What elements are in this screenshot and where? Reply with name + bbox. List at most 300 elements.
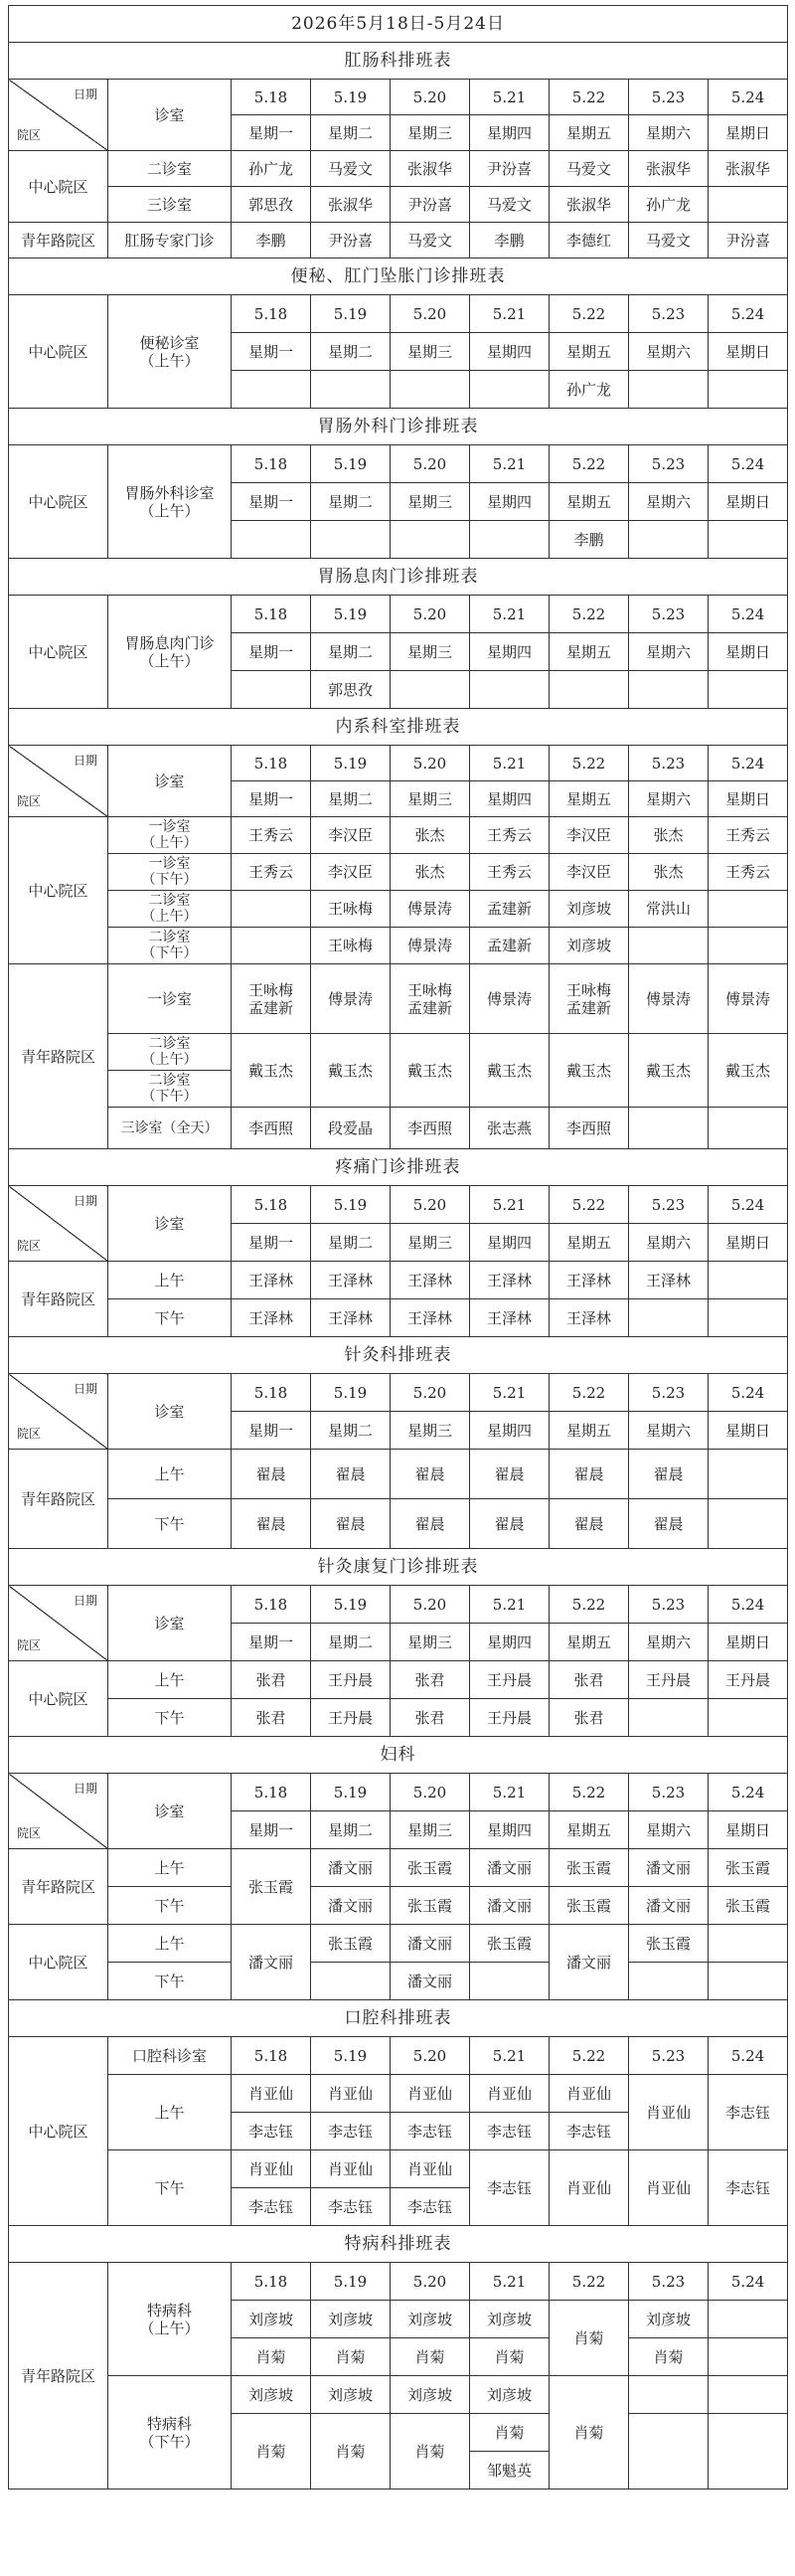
doctor-cell: 翟晨 xyxy=(232,1499,311,1549)
doctor-cell: 傅景涛 xyxy=(391,891,470,928)
period-cell: 下午 xyxy=(108,1699,232,1737)
doctor-cell: 王秀云 xyxy=(470,817,550,854)
doctor-cell: 王泽林 xyxy=(629,1262,709,1299)
date-cell: 5.18 xyxy=(232,1586,311,1624)
date-cell: 5.21 xyxy=(470,295,550,333)
weekday-cell: 星期四 xyxy=(470,781,550,817)
doctor-cell: 李志钰 xyxy=(550,2113,629,2150)
date-cell: 5.20 xyxy=(391,1586,470,1624)
doctor-cell: 王泽林 xyxy=(391,1299,470,1337)
weekday-cell: 星期六 xyxy=(629,781,709,817)
period-cell: 上午 xyxy=(108,1262,232,1299)
date-cell: 5.24 xyxy=(709,2037,788,2075)
weekday-cell: 星期五 xyxy=(550,333,629,371)
doctor-cell xyxy=(709,1499,788,1549)
doctor-cell: 张君 xyxy=(391,1661,470,1699)
doctor-cell: 张君 xyxy=(550,1661,629,1699)
room-cell: 二诊室 （上午） xyxy=(108,1034,232,1071)
header-corner xyxy=(9,1374,108,1450)
date-cell: 5.19 xyxy=(311,295,391,333)
section-title: 便秘、肛门坠胀门诊排班表 xyxy=(9,258,788,295)
weekday-cell: 星期日 xyxy=(709,1224,788,1262)
date-cell: 5.21 xyxy=(470,596,550,633)
date-cell: 5.24 xyxy=(709,445,788,483)
date-cell: 5.23 xyxy=(629,1586,709,1624)
date-cell: 5.21 xyxy=(470,445,550,483)
weekday-cell: 星期五 xyxy=(550,633,629,671)
doctor-cell: 肖亚仙 xyxy=(391,2150,470,2188)
weekday-cell: 星期日 xyxy=(709,633,788,671)
date-cell: 5.23 xyxy=(629,746,709,781)
doctor-cell: 刘彦坡 xyxy=(470,2376,550,2414)
doctor-cell: 戴玉杰 xyxy=(391,1034,470,1108)
doctor-cell: 王泽林 xyxy=(391,1262,470,1299)
doctor-cell: 李汉臣 xyxy=(311,854,391,891)
date-cell: 5.20 xyxy=(391,445,470,483)
weekday-cell: 星期日 xyxy=(709,333,788,371)
doctor-cell: 肖亚仙 xyxy=(232,2075,311,2113)
date-cell: 5.24 xyxy=(709,1186,788,1224)
area-cell: 青年路院区 xyxy=(9,2263,108,2490)
doctor-cell: 翟晨 xyxy=(470,1499,550,1549)
doctor-cell: 李汉臣 xyxy=(311,817,391,854)
section-title: 内系科室排班表 xyxy=(9,709,788,746)
doctor-cell: 马爱文 xyxy=(311,151,391,187)
doctor-cell: 王咏梅 xyxy=(311,928,391,964)
date-cell: 5.21 xyxy=(470,2263,550,2301)
weekday-cell: 星期六 xyxy=(629,633,709,671)
doctor-cell: 李鹏 xyxy=(550,521,629,559)
doctor-cell xyxy=(709,1699,788,1737)
doctor-cell xyxy=(629,1108,709,1149)
clinic-header: 诊室 xyxy=(108,80,232,151)
doctor-cell: 戴玉杰 xyxy=(629,1034,709,1108)
doctor-cell: 翟晨 xyxy=(629,1499,709,1549)
doctor-cell: 潘文丽 xyxy=(550,1925,629,2000)
area-header: 院区 xyxy=(17,794,42,808)
doctor-cell xyxy=(629,2376,709,2414)
doctor-cell: 王丹晨 xyxy=(311,1699,391,1737)
area-header: 院区 xyxy=(17,128,42,142)
doctor-cell xyxy=(311,371,391,409)
doctor-cell: 王秀云 xyxy=(232,817,311,854)
date-cell: 5.24 xyxy=(709,80,788,115)
doctor-cell: 肖菊 xyxy=(550,2376,629,2490)
doctor-cell xyxy=(709,1108,788,1149)
date-cell: 5.24 xyxy=(709,746,788,781)
doctor-cell: 戴玉杰 xyxy=(470,1034,550,1108)
date-cell: 5.22 xyxy=(550,445,629,483)
doctor-cell: 翟晨 xyxy=(550,1450,629,1499)
date-header: 日期 xyxy=(73,1194,97,1208)
weekday-cell: 星期二 xyxy=(311,333,391,371)
date-cell: 5.20 xyxy=(391,596,470,633)
doctor-cell: 翟晨 xyxy=(232,1450,311,1499)
area-cell: 中心院区 xyxy=(9,817,108,964)
room-cell: 一诊室 （上午） xyxy=(108,817,232,854)
weekday-cell: 星期二 xyxy=(311,633,391,671)
doctor-cell xyxy=(550,671,629,709)
doctor-cell: 李志钰 xyxy=(709,2075,788,2150)
weekday-cell: 星期四 xyxy=(470,633,550,671)
period-cell: 上午 xyxy=(108,1925,232,1963)
date-cell: 5.19 xyxy=(311,2037,391,2075)
room-cell: 二诊室 （上午） xyxy=(108,891,232,928)
doctor-cell: 肖菊 xyxy=(311,2338,391,2376)
doctor-cell: 肖亚仙 xyxy=(232,2150,311,2188)
doctor-cell: 尹汾喜 xyxy=(709,223,788,258)
doctor-cell: 翟晨 xyxy=(629,1450,709,1499)
weekday-cell: 星期三 xyxy=(391,1624,470,1661)
clinic-header: 诊室 xyxy=(108,1774,232,1849)
doctor-cell: 傅景涛 xyxy=(470,964,550,1034)
area-cell: 青年路院区 xyxy=(9,1262,108,1337)
doctor-cell: 肖亚仙 xyxy=(311,2075,391,2113)
weekday-cell: 星期日 xyxy=(709,483,788,521)
date-cell: 5.22 xyxy=(550,295,629,333)
area-cell: 青年路院区 xyxy=(9,964,108,1149)
doctor-cell: 常洪山 xyxy=(629,891,709,928)
doctor-cell: 张玉霞 xyxy=(470,1925,550,1963)
doctor-cell xyxy=(311,521,391,559)
doctor-cell: 刘彦坡 xyxy=(311,2376,391,2414)
doctor-cell: 戴玉杰 xyxy=(311,1034,391,1108)
date-cell: 5.23 xyxy=(629,2263,709,2301)
period-cell: 上午 xyxy=(108,2075,232,2150)
area-cell: 中心院区 xyxy=(9,1925,108,2000)
doctor-cell xyxy=(709,1450,788,1499)
doctor-cell xyxy=(629,1963,709,2000)
doctor-cell: 王丹晨 xyxy=(629,1661,709,1699)
doctor-cell: 刘彦坡 xyxy=(232,2376,311,2414)
date-cell: 5.18 xyxy=(232,80,311,115)
date-cell: 5.23 xyxy=(629,1374,709,1412)
doctor-cell: 肖菊 xyxy=(391,2338,470,2376)
doctor-cell: 翟晨 xyxy=(550,1499,629,1549)
doctor-cell: 尹汾喜 xyxy=(391,187,470,223)
weekday-cell: 星期二 xyxy=(311,1811,391,1849)
doctor-cell: 段爱晶 xyxy=(311,1108,391,1149)
doctor-cell xyxy=(709,1299,788,1337)
doctor-cell: 张玉霞 xyxy=(391,1887,470,1925)
weekday-cell: 星期一 xyxy=(232,483,311,521)
date-cell: 5.23 xyxy=(629,295,709,333)
date-cell: 5.22 xyxy=(550,1586,629,1624)
doctor-cell: 马爱文 xyxy=(550,151,629,187)
date-cell: 5.18 xyxy=(232,1374,311,1412)
clinic-header: 诊室 xyxy=(108,746,232,817)
doctor-cell xyxy=(709,1963,788,2000)
area-cell: 中心院区 xyxy=(9,2037,108,2226)
date-cell: 5.22 xyxy=(550,2263,629,2301)
weekday-cell: 星期日 xyxy=(709,781,788,817)
clinic-header: 诊室 xyxy=(108,1586,232,1661)
area-header: 院区 xyxy=(17,1826,42,1840)
doctor-cell: 郭思孜 xyxy=(311,671,391,709)
doctor-cell: 刘彦坡 xyxy=(391,2376,470,2414)
doctor-cell: 翟晨 xyxy=(311,1450,391,1499)
date-cell: 5.21 xyxy=(470,80,550,115)
period-cell: 下午 xyxy=(108,2150,232,2226)
doctor-cell: 张淑华 xyxy=(709,151,788,187)
doctor-cell: 肖亚仙 xyxy=(550,2075,629,2113)
doctor-cell: 翟晨 xyxy=(311,1499,391,1549)
doctor-cell: 李志钰 xyxy=(311,2188,391,2226)
area-cell: 中心院区 xyxy=(9,596,108,709)
date-cell: 5.20 xyxy=(391,1186,470,1224)
weekday-cell: 星期五 xyxy=(550,483,629,521)
doctor-cell xyxy=(232,671,311,709)
section-title: 胃肠息肉门诊排班表 xyxy=(9,559,788,596)
room-cell: 三诊室（全天） xyxy=(108,1108,232,1149)
weekday-cell: 星期四 xyxy=(470,483,550,521)
date-cell: 5.24 xyxy=(709,1586,788,1624)
weekday-cell: 星期一 xyxy=(232,781,311,817)
doctor-cell: 马爱文 xyxy=(629,223,709,258)
period-cell: 下午 xyxy=(108,1499,232,1549)
doctor-cell: 肖亚仙 xyxy=(311,2150,391,2188)
weekday-cell: 星期三 xyxy=(391,333,470,371)
doctor-cell: 张志燕 xyxy=(470,1108,550,1149)
room-cell: 一诊室 （下午） xyxy=(108,854,232,891)
doctor-cell: 张玉霞 xyxy=(391,1849,470,1887)
doctor-cell: 张玉霞 xyxy=(232,1849,311,1925)
doctor-cell: 傅景涛 xyxy=(391,928,470,964)
doctor-cell: 戴玉杰 xyxy=(232,1034,311,1108)
doctor-cell: 王泽林 xyxy=(232,1262,311,1299)
doctor-cell xyxy=(709,891,788,928)
section-title: 口腔科排班表 xyxy=(9,2000,788,2037)
doctor-cell xyxy=(470,371,550,409)
period-cell: 上午 xyxy=(108,1450,232,1499)
room-cell: 二诊室 （下午） xyxy=(108,1071,232,1108)
weekday-cell: 星期六 xyxy=(629,483,709,521)
area-cell: 青年路院区 xyxy=(9,223,108,258)
doctor-cell: 张淑华 xyxy=(550,187,629,223)
doctor-cell xyxy=(629,1699,709,1737)
doctor-cell: 肖菊 xyxy=(629,2338,709,2376)
date-cell: 5.18 xyxy=(232,445,311,483)
doctor-cell: 刘彦坡 xyxy=(550,928,629,964)
doctor-cell: 肖亚仙 xyxy=(550,2150,629,2226)
doctor-cell: 潘文丽 xyxy=(470,1887,550,1925)
doctor-cell: 刘彦坡 xyxy=(550,891,629,928)
doctor-cell: 王泽林 xyxy=(311,1262,391,1299)
doctor-cell: 刘彦坡 xyxy=(629,2301,709,2338)
date-cell: 5.23 xyxy=(629,2037,709,2075)
doctor-cell: 尹汾喜 xyxy=(311,223,391,258)
weekday-cell: 星期一 xyxy=(232,1811,311,1849)
doctor-cell: 翟晨 xyxy=(470,1450,550,1499)
weekday-cell: 星期五 xyxy=(550,781,629,817)
doctor-cell xyxy=(629,2414,709,2490)
doctor-cell: 张淑华 xyxy=(311,187,391,223)
area-header: 院区 xyxy=(17,1638,42,1652)
doctor-cell: 肖菊 xyxy=(232,2338,311,2376)
doctor-cell: 王泽林 xyxy=(311,1299,391,1337)
date-cell: 5.23 xyxy=(629,445,709,483)
date-cell: 5.19 xyxy=(311,1374,391,1412)
weekday-cell: 星期一 xyxy=(232,633,311,671)
doctor-cell xyxy=(629,521,709,559)
clinic-header: 诊室 xyxy=(108,1374,232,1450)
weekday-cell: 星期四 xyxy=(470,1624,550,1661)
doctor-cell: 李西照 xyxy=(550,1108,629,1149)
area-cell: 中心院区 xyxy=(9,151,108,223)
section-title: 针灸科排班表 xyxy=(9,1337,788,1374)
header-corner xyxy=(9,1774,108,1849)
weekday-cell: 星期三 xyxy=(391,115,470,151)
date-cell: 5.20 xyxy=(391,2263,470,2301)
doctor-cell: 李志钰 xyxy=(232,2188,311,2226)
doctor-cell: 潘文丽 xyxy=(629,1849,709,1887)
area-header: 院区 xyxy=(17,1239,42,1253)
clinic-header: 诊室 xyxy=(108,1186,232,1262)
doctor-cell xyxy=(391,521,470,559)
doctor-cell: 李志钰 xyxy=(391,2113,470,2150)
section-title: 针灸康复门诊排班表 xyxy=(9,1549,788,1586)
doctor-cell: 李西照 xyxy=(232,1108,311,1149)
area-cell: 中心院区 xyxy=(9,295,108,409)
weekday-cell: 星期日 xyxy=(709,1624,788,1661)
doctor-cell xyxy=(232,371,311,409)
room-cell: 便秘诊室 （上午） xyxy=(108,295,232,409)
doctor-cell: 李志钰 xyxy=(391,2188,470,2226)
room-cell: 胃肠息肉门诊 （上午） xyxy=(108,596,232,709)
date-cell: 5.18 xyxy=(232,596,311,633)
date-cell: 5.23 xyxy=(629,80,709,115)
doctor-cell xyxy=(470,521,550,559)
weekday-cell: 星期六 xyxy=(629,333,709,371)
weekday-cell: 星期日 xyxy=(709,115,788,151)
doctor-cell: 肖菊 xyxy=(470,2414,550,2452)
room-cell: 二诊室 （下午） xyxy=(108,928,232,964)
date-cell: 5.21 xyxy=(470,1774,550,1811)
doctor-cell: 肖菊 xyxy=(232,2414,311,2490)
doctor-cell xyxy=(232,891,311,928)
doctor-cell xyxy=(470,671,550,709)
doctor-cell: 潘文丽 xyxy=(232,1925,311,2000)
doctor-cell: 王咏梅 孟建新 xyxy=(391,964,470,1034)
weekday-cell: 星期三 xyxy=(391,1224,470,1262)
date-cell: 5.22 xyxy=(550,2037,629,2075)
doctor-cell: 肖亚仙 xyxy=(629,2075,709,2150)
date-cell: 5.19 xyxy=(311,80,391,115)
section-title: 疼痛门诊排班表 xyxy=(9,1149,788,1186)
doctor-cell: 张玉霞 xyxy=(550,1887,629,1925)
doctor-cell: 张君 xyxy=(232,1661,311,1699)
weekday-cell: 星期三 xyxy=(391,1412,470,1450)
doctor-cell: 王泽林 xyxy=(470,1299,550,1337)
header-corner xyxy=(9,746,108,817)
date-cell: 5.23 xyxy=(629,596,709,633)
doctor-cell xyxy=(709,2414,788,2490)
weekday-cell: 星期二 xyxy=(311,1412,391,1450)
doctor-cell: 肖菊 xyxy=(550,2301,629,2376)
doctor-cell: 潘文丽 xyxy=(629,1887,709,1925)
doctor-cell: 邹魁英 xyxy=(470,2452,550,2490)
date-cell: 5.22 xyxy=(550,746,629,781)
clinic-header: 口腔科诊室 xyxy=(108,2037,232,2075)
doctor-cell: 李汉臣 xyxy=(550,854,629,891)
header-corner xyxy=(9,80,108,151)
weekday-cell: 星期一 xyxy=(232,1624,311,1661)
date-cell: 5.20 xyxy=(391,746,470,781)
date-cell: 5.20 xyxy=(391,2037,470,2075)
period-cell: 下午 xyxy=(108,1887,232,1925)
doctor-cell: 郭思孜 xyxy=(232,187,311,223)
doctor-cell: 李德红 xyxy=(550,223,629,258)
doctor-cell xyxy=(629,928,709,964)
period-cell: 下午 xyxy=(108,1963,232,2000)
doctor-cell: 李志钰 xyxy=(311,2113,391,2150)
weekday-cell: 星期三 xyxy=(391,1811,470,1849)
doctor-cell: 马爱文 xyxy=(470,187,550,223)
date-header: 日期 xyxy=(73,1594,97,1608)
date-cell: 5.21 xyxy=(470,1186,550,1224)
weekday-cell: 星期六 xyxy=(629,1811,709,1849)
date-cell: 5.22 xyxy=(550,80,629,115)
doctor-cell: 傅景涛 xyxy=(311,964,391,1034)
room-cell: 胃肠外科诊室 （上午） xyxy=(108,445,232,559)
doctor-cell: 戴玉杰 xyxy=(709,1034,788,1108)
date-cell: 5.24 xyxy=(709,1374,788,1412)
weekday-cell: 星期四 xyxy=(470,1811,550,1849)
weekday-cell: 星期三 xyxy=(391,781,470,817)
date-cell: 5.18 xyxy=(232,1774,311,1811)
doctor-cell: 傅景涛 xyxy=(629,964,709,1034)
date-cell: 5.21 xyxy=(470,2037,550,2075)
doctor-cell: 翟晨 xyxy=(391,1450,470,1499)
weekday-cell: 星期二 xyxy=(311,115,391,151)
section-title: 肛肠科排班表 xyxy=(9,43,788,80)
date-cell: 5.23 xyxy=(629,1774,709,1811)
doctor-cell: 刘彦坡 xyxy=(391,2301,470,2338)
doctor-cell: 王咏梅 孟建新 xyxy=(232,964,311,1034)
doctor-cell: 孙广龙 xyxy=(232,151,311,187)
doctor-cell: 李鹏 xyxy=(232,223,311,258)
weekday-cell: 星期六 xyxy=(629,1624,709,1661)
area-cell: 青年路院区 xyxy=(9,1450,108,1549)
doctor-cell: 孟建新 xyxy=(470,891,550,928)
doctor-cell: 王丹晨 xyxy=(709,1661,788,1699)
weekday-cell: 星期六 xyxy=(629,115,709,151)
weekday-cell: 星期一 xyxy=(232,1412,311,1450)
date-cell: 5.24 xyxy=(709,1774,788,1811)
date-cell: 5.20 xyxy=(391,1774,470,1811)
period-cell: 下午 xyxy=(108,1299,232,1337)
doctor-cell xyxy=(311,1963,391,2000)
weekday-cell: 星期五 xyxy=(550,1811,629,1849)
schedule-table xyxy=(8,5,788,2490)
doctor-cell: 王咏梅 xyxy=(311,891,391,928)
date-cell: 5.18 xyxy=(232,746,311,781)
doctor-cell xyxy=(709,521,788,559)
doctor-cell: 肖亚仙 xyxy=(391,2075,470,2113)
weekday-cell: 星期三 xyxy=(391,633,470,671)
doctor-cell: 孟建新 xyxy=(470,928,550,964)
date-header: 日期 xyxy=(73,1382,97,1396)
doctor-cell: 潘文丽 xyxy=(391,1925,470,1963)
doctor-cell xyxy=(709,187,788,223)
doctor-cell: 张玉霞 xyxy=(709,1849,788,1887)
date-cell: 5.18 xyxy=(232,2037,311,2075)
doctor-cell: 刘彦坡 xyxy=(232,2301,311,2338)
date-cell: 5.20 xyxy=(391,80,470,115)
doctor-cell xyxy=(709,2301,788,2338)
doctor-cell: 肖菊 xyxy=(311,2414,391,2490)
weekday-cell: 星期六 xyxy=(629,1224,709,1262)
